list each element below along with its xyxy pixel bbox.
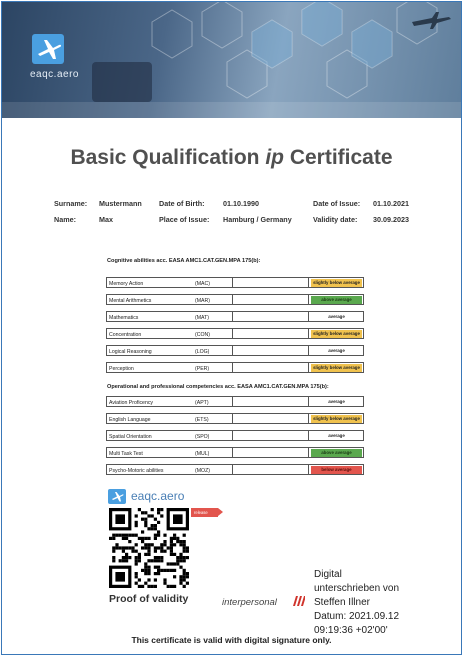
ability-name: Concentration — [109, 331, 142, 338]
rating-badge: average — [328, 314, 345, 319]
ability-code: (MAT) — [195, 314, 210, 321]
proof-of-validity-label: Proof of validity — [109, 593, 189, 605]
ability-name: Logical Reasoning — [109, 348, 152, 355]
column-divider — [232, 431, 233, 440]
rating-badge: average — [328, 399, 345, 404]
rating-badge: average — [328, 433, 345, 438]
ability-name: English Language — [109, 416, 151, 423]
ability-name: Mental Arithmetics — [109, 297, 152, 304]
table-row — [106, 311, 364, 322]
ability-name: Mathematics — [109, 314, 139, 321]
rating-badge: slightly below average — [311, 279, 362, 287]
dob-label: Date of Birth: — [159, 199, 205, 208]
qr-code[interactable] — [109, 508, 189, 588]
rating-badge: average — [328, 348, 345, 353]
rating-badge: slightly below average — [311, 415, 362, 423]
operational-heading: Operational and professional competencies acc. EASA AMC1.CAT.GEN.MPA 175(b): — [107, 384, 329, 390]
brand-logo-text: eaqc.aero — [30, 69, 79, 80]
surname-label: Surname: — [54, 199, 88, 208]
airplane-logo-icon — [108, 489, 126, 504]
column-divider — [232, 346, 233, 355]
validity-note: This certificate is valid with digital signature only. — [131, 635, 332, 645]
ability-code: (MAC) — [195, 280, 210, 287]
release-tag: release — [191, 508, 218, 517]
interpersonal-logo-text: interpersonal — [222, 597, 277, 608]
header-banner — [2, 2, 461, 118]
validity-label: Validity date: — [313, 215, 358, 224]
column-divider — [232, 414, 233, 423]
ability-code: (CON) — [195, 331, 210, 338]
place-value: Hamburg / Germany — [223, 215, 292, 224]
ability-code: (APT) — [195, 399, 209, 406]
place-label: Place of Issue: — [159, 215, 210, 224]
signature-line: unterschrieben von — [314, 583, 400, 594]
column-divider — [232, 363, 233, 372]
ability-code: (PER) — [195, 365, 210, 372]
ability-code: (MAR) — [195, 297, 210, 304]
column-divider — [232, 448, 233, 457]
column-divider — [232, 295, 233, 304]
banner-hexagon-graphic — [2, 2, 461, 118]
column-divider — [232, 278, 233, 287]
dob-value: 01.10.1990 — [223, 199, 259, 208]
table-row — [106, 447, 364, 458]
ability-name: Perception — [109, 365, 134, 372]
table-row — [106, 396, 364, 407]
table-row — [106, 345, 364, 356]
signature-line: Digital — [314, 569, 342, 580]
rating-badge: slightly below average — [311, 330, 362, 338]
name-value: Max — [99, 215, 113, 224]
rating-badge: above average — [311, 449, 362, 457]
column-divider — [232, 312, 233, 321]
table-row — [106, 277, 364, 288]
ability-name: Spatial Orientation — [109, 433, 152, 440]
ability-name: Aviation Proficency — [109, 399, 154, 406]
ability-code: (MUL) — [195, 450, 210, 457]
validity-value: 30.09.2023 — [373, 215, 409, 224]
table-row — [106, 430, 364, 441]
table-row — [106, 362, 364, 373]
table-row — [106, 464, 364, 475]
rating-badge: below average — [311, 466, 362, 474]
signature-line: Datum: 2021.09.12 — [314, 611, 400, 622]
ability-code: (ETS) — [195, 416, 209, 423]
surname-value: Mustermann — [99, 199, 142, 208]
rating-badge: slightly below average — [311, 364, 362, 372]
column-divider — [232, 329, 233, 338]
column-divider — [232, 465, 233, 474]
table-row — [106, 413, 364, 424]
issue-label: Date of Issue: — [313, 199, 361, 208]
ability-code: (LOG) — [195, 348, 210, 355]
signature-line: 09:19:36 +02'00' — [314, 625, 388, 636]
name-label: Name: — [54, 215, 76, 224]
table-row — [106, 328, 364, 339]
rating-badge: above average — [311, 296, 362, 304]
table-row — [106, 294, 364, 305]
footer-logo-text: eaqc.aero — [131, 489, 185, 503]
airplane-logo-icon — [32, 34, 64, 64]
ability-code: (MOZ) — [195, 467, 210, 474]
ability-code: (SPO) — [195, 433, 210, 440]
ability-name: Psycho-Motoric abilities — [109, 467, 164, 474]
ability-name: Memory Action — [109, 280, 144, 287]
signature-line: Steffen Illner — [314, 597, 370, 608]
ability-name: Multi Task Test — [109, 450, 143, 457]
interpersonal-bars-icon — [291, 596, 305, 606]
digital-signature[interactable] — [314, 568, 399, 638]
certificate-title: Basic Qualification ip Certificate — [70, 146, 393, 169]
issue-value: 01.10.2021 — [373, 199, 409, 208]
cognitive-heading: Cognitive abilities acc. EASA AMC1.CAT.GEN.MPA 175(b): — [107, 258, 261, 264]
certificate-page — [1, 1, 462, 655]
column-divider — [232, 397, 233, 406]
